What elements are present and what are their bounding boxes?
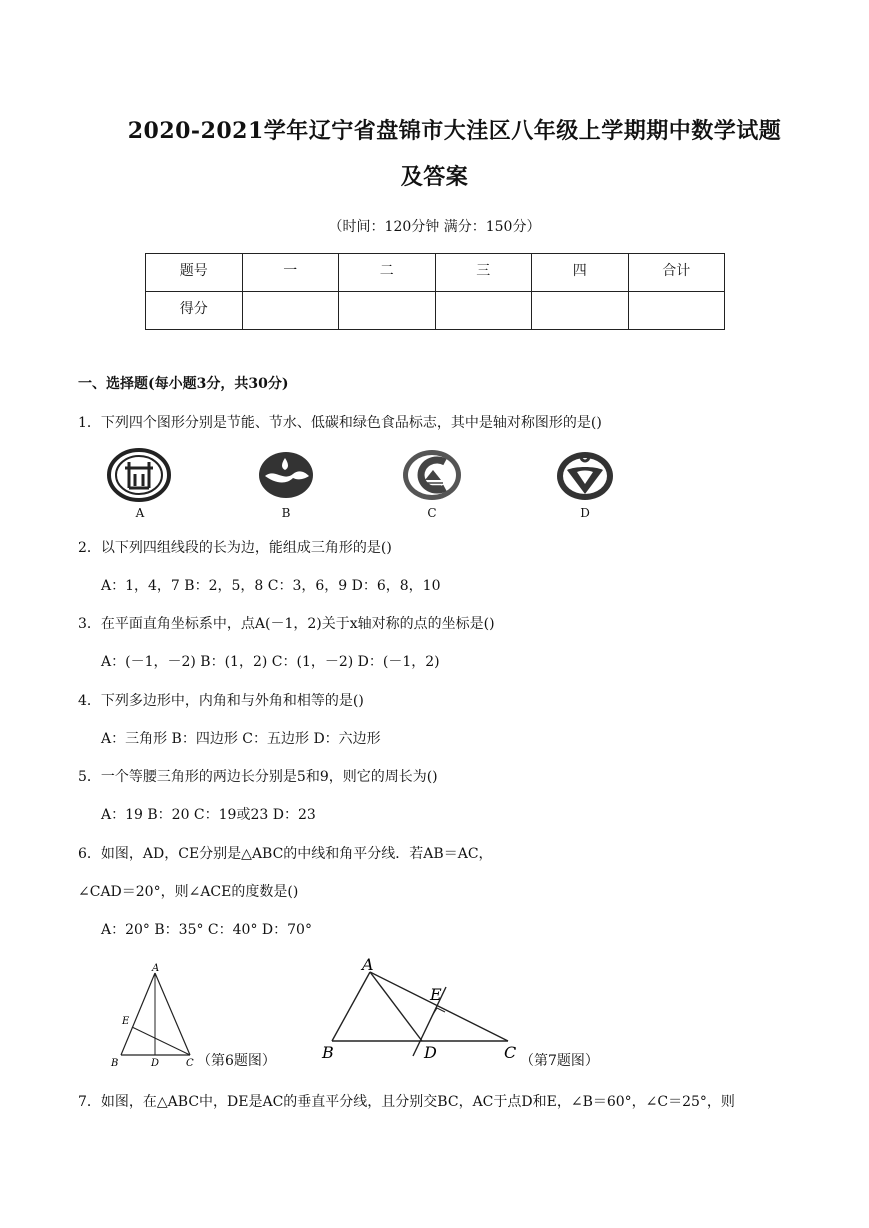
figure-7-caption: （第7题图） (520, 1053, 599, 1069)
score-cell: 题号 (146, 254, 243, 292)
score-cell: 四 (532, 254, 629, 292)
document-title-line1: 2020-2021学年辽宁省盘锦市大洼区八年级上学期期中数学试题 (127, 118, 782, 144)
question-6-line2: ∠CAD＝20°，则∠ACE的度数是() (78, 884, 299, 900)
question-5: 5．一个等腰三角形的两边长分别是5和9，则它的周长为() (78, 769, 438, 785)
question-5-options: A：19 B：20 C：19或23 D：23 (101, 807, 316, 823)
question-6-options: A：20° B：35° C：40° D：70° (101, 922, 312, 938)
score-table (145, 253, 725, 330)
logo-label-c: C (427, 506, 437, 520)
green-food-logo-icon (555, 450, 615, 502)
question-2-options: A：1，4，7 B：2，5，8 C：3，6，9 D：6，8，10 (101, 578, 441, 594)
score-cell: 一 (242, 254, 339, 292)
water-saving-logo-icon (257, 450, 315, 500)
score-cell (339, 292, 436, 330)
exam-time-info: （时间：120分钟 满分：150分） (328, 219, 541, 235)
score-cell (242, 292, 339, 330)
question-4: 4．下列多边形中，内角和与外角和相等的是() (78, 693, 364, 709)
question-6-line1: 6．如图，AD，CE分别是△ABC的中线和角平分线．若AB＝AC， (78, 846, 493, 862)
logo-label-b: B (281, 506, 291, 520)
question-3-options: A：(－1，－2) B：(1，2) C：(1，－2) D：(－1，2) (101, 654, 440, 670)
score-cell (532, 292, 629, 330)
score-cell: 得分 (146, 292, 243, 330)
score-table-header-row (146, 254, 725, 292)
score-cell (435, 292, 532, 330)
question-4-options: A：三角形 B：四边形 C：五边形 D：六边形 (101, 731, 381, 747)
low-carbon-logo-icon (401, 448, 463, 502)
fig7-label-c: C (504, 1043, 517, 1062)
fig6-label-b: B (111, 1058, 119, 1069)
energy-saving-logo-icon (107, 448, 171, 502)
figure-6-triangle (108, 960, 203, 1070)
fig6-label-e: E (122, 1016, 130, 1027)
fig6-label-d: D (151, 1058, 160, 1069)
fig6-label-c: C (186, 1058, 194, 1069)
figure-6-caption: （第6题图） (197, 1053, 276, 1069)
figure-7-triangle (318, 952, 528, 1064)
section-heading: 一、选择题(每小题3分，共30分) (78, 376, 289, 392)
score-cell (628, 292, 725, 330)
score-table-score-row (146, 292, 725, 330)
fig7-label-b: B (322, 1043, 334, 1062)
fig7-label-d: D (424, 1043, 437, 1062)
fig7-label-a: A (362, 955, 374, 974)
logo-label-a: A (135, 506, 145, 520)
question-7: 7．如图，在△ABC中，DE是AC的垂直平分线，且分别交BC，AC于点D和E，∠B＝60°，∠C＝25°，则 (78, 1094, 735, 1110)
fig6-label-a: A (152, 963, 160, 974)
score-cell: 三 (435, 254, 532, 292)
question-2: 2．以下列四组线段的长为边，能组成三角形的是() (78, 540, 392, 556)
logo-label-d: D (580, 506, 590, 520)
fig7-label-e: E (430, 985, 442, 1004)
document-title-line2: 及答案 (400, 164, 469, 190)
question-3: 3．在平面直角坐标系中，点A(－1，2)关于x轴对称的点的坐标是() (78, 616, 495, 632)
score-cell: 合计 (628, 254, 725, 292)
score-cell: 二 (339, 254, 436, 292)
question-1: 1．下列四个图形分别是节能、节水、低碳和绿色食品标志，其中是轴对称图形的是() (78, 415, 602, 431)
